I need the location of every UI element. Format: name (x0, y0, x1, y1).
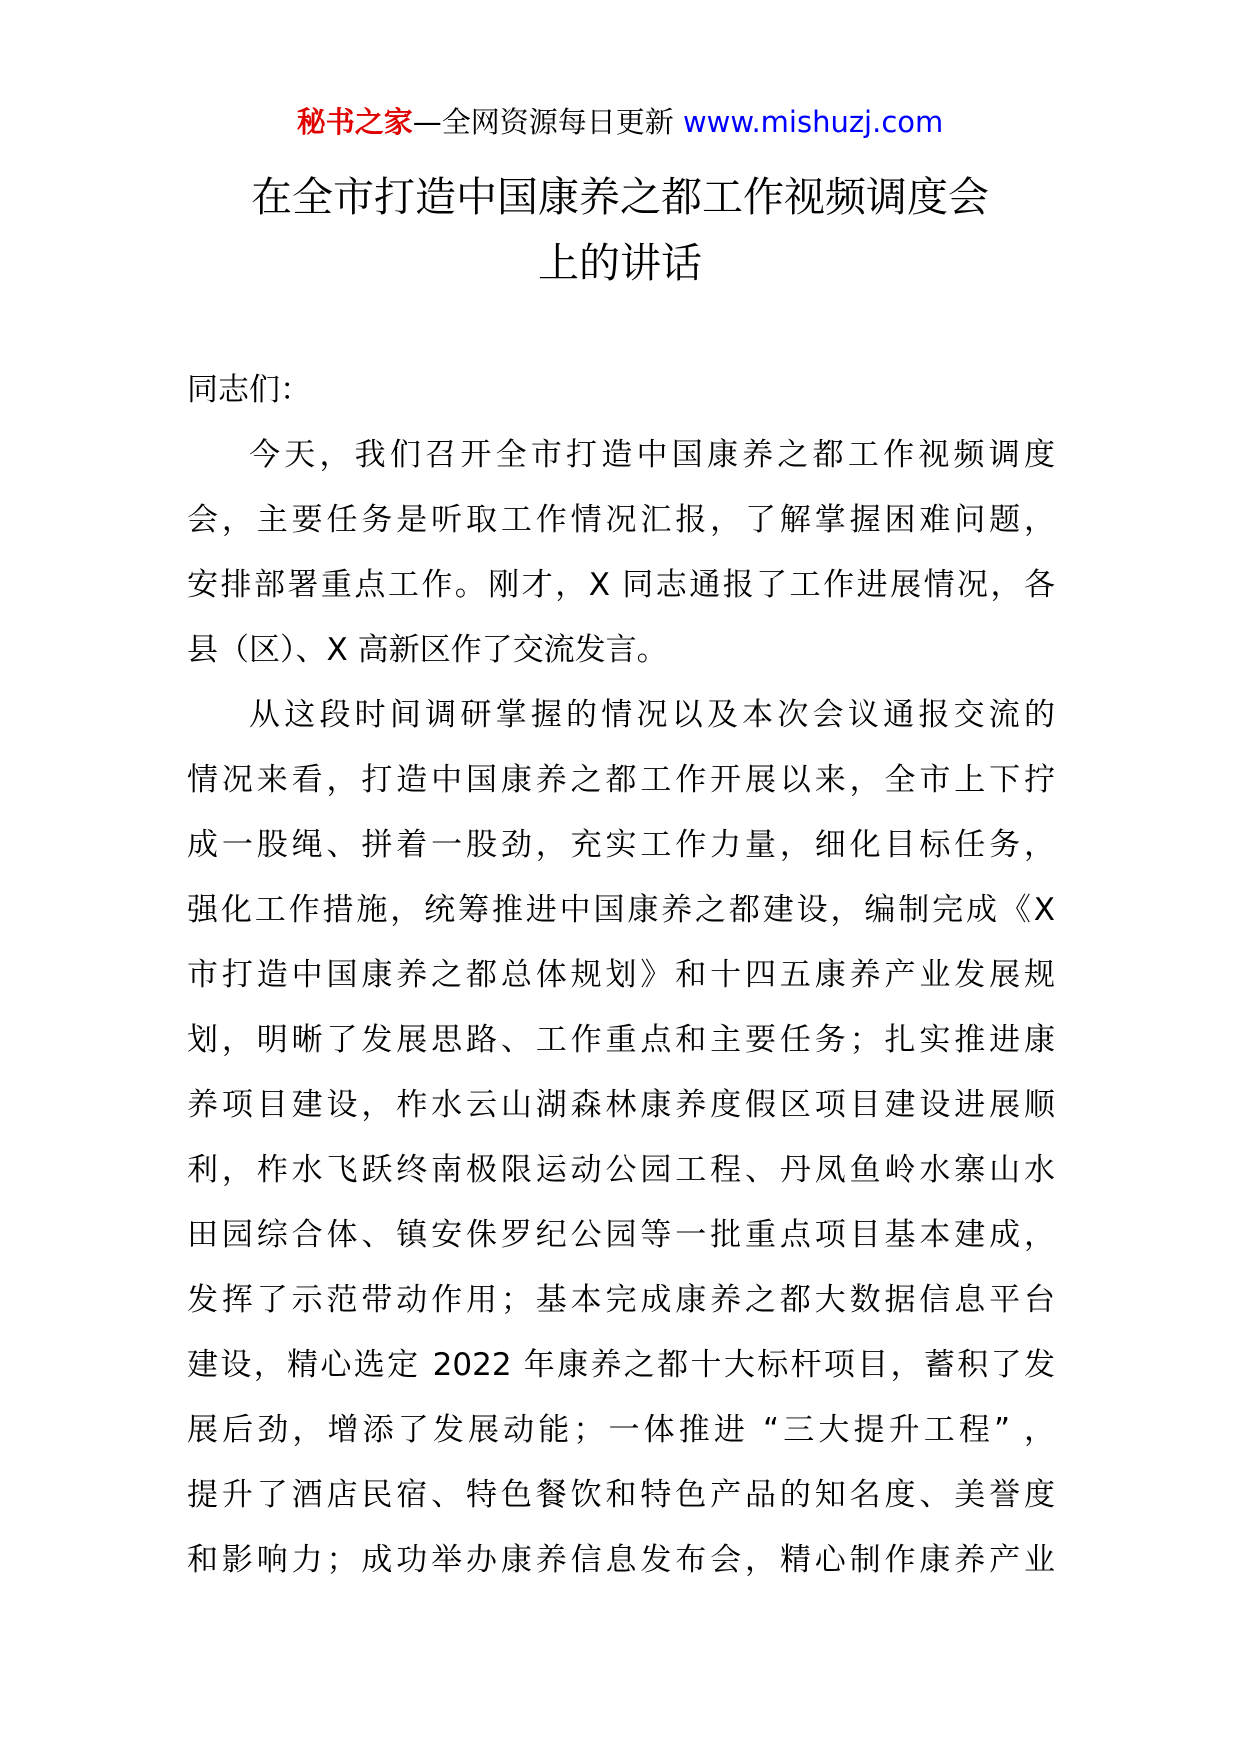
paragraph-line: 从这段时间调研掌握的情况以及本次会议通报交流的 (249, 697, 1055, 733)
banner-url-link[interactable]: www.mishuzj.com (682, 105, 944, 139)
paragraph-line: 利，柞水飞跃终南极限运动公园工程、丹凤鱼岭水寨山水 (187, 1152, 1055, 1188)
paragraph-line: 市打造中国康养之都总体规划》和十四五康养产业发展规 (187, 957, 1055, 993)
document-title (190, 164, 1050, 296)
banner-brand: 秘书之家 (296, 105, 413, 139)
paragraph-line: 强化工作措施，统筹推进中国康养之都建设，编制完成《X (187, 892, 1055, 928)
paragraph-1 (187, 423, 1055, 683)
paragraph-line: 安排部署重点工作。刚才，X 同志通报了工作进展情况，各 (187, 567, 1055, 603)
paragraph-line: 展后劲，增添了发展动能；一体推进 “三大提升工程” ， (187, 1412, 1055, 1448)
paragraph-line: 养项目建设，柞水云山湖森林康养度假区项目建设进展顺 (187, 1087, 1055, 1123)
title-line-2: 上的讲话 (538, 239, 702, 287)
paragraph-line: 发挥了示范带动作用；基本完成康养之都大数据信息平台 (187, 1282, 1055, 1318)
paragraph-line: 今天，我们召开全市打造中国康养之都工作视频调度 (249, 437, 1055, 473)
paragraph-line: 和影响力；成功举办康养信息发布会，精心制作康养产业 (187, 1542, 1055, 1578)
title-line-1: 在全市打造中国康养之都工作视频调度会 (251, 173, 989, 221)
paragraph-line: 提升了酒店民宿、特色餐饮和特色产品的知名度、美誉度 (187, 1477, 1055, 1513)
banner-tagline: —全网资源每日更新 (412, 105, 683, 139)
document-body (187, 358, 1055, 1593)
paragraph-line: 成一股绳、拼着一股劲，充实工作力量，细化目标任务， (187, 827, 1055, 863)
paragraph-line: 会，主要任务是听取工作情况汇报，了解掌握困难问题， (187, 502, 1055, 538)
paragraph-line: 情况来看，打造中国康养之都工作开展以来，全市上下拧 (187, 762, 1055, 798)
paragraph-line: 划，明晰了发展思路、工作重点和主要任务；扎实推进康 (187, 1022, 1055, 1058)
paragraph-line: 田园综合体、镇安侏罗纪公园等一批重点项目基本建成， (187, 1217, 1055, 1253)
salutation: 同志们： (187, 372, 311, 408)
paragraph-line: 建设，精心选定 2022 年康养之都十大标杆项目，蓄积了发 (187, 1347, 1055, 1383)
site-banner (0, 100, 1240, 144)
paragraph-2 (187, 683, 1055, 1593)
paragraph-line: 县（区）、X 高新区作了交流发言。 (187, 632, 668, 668)
